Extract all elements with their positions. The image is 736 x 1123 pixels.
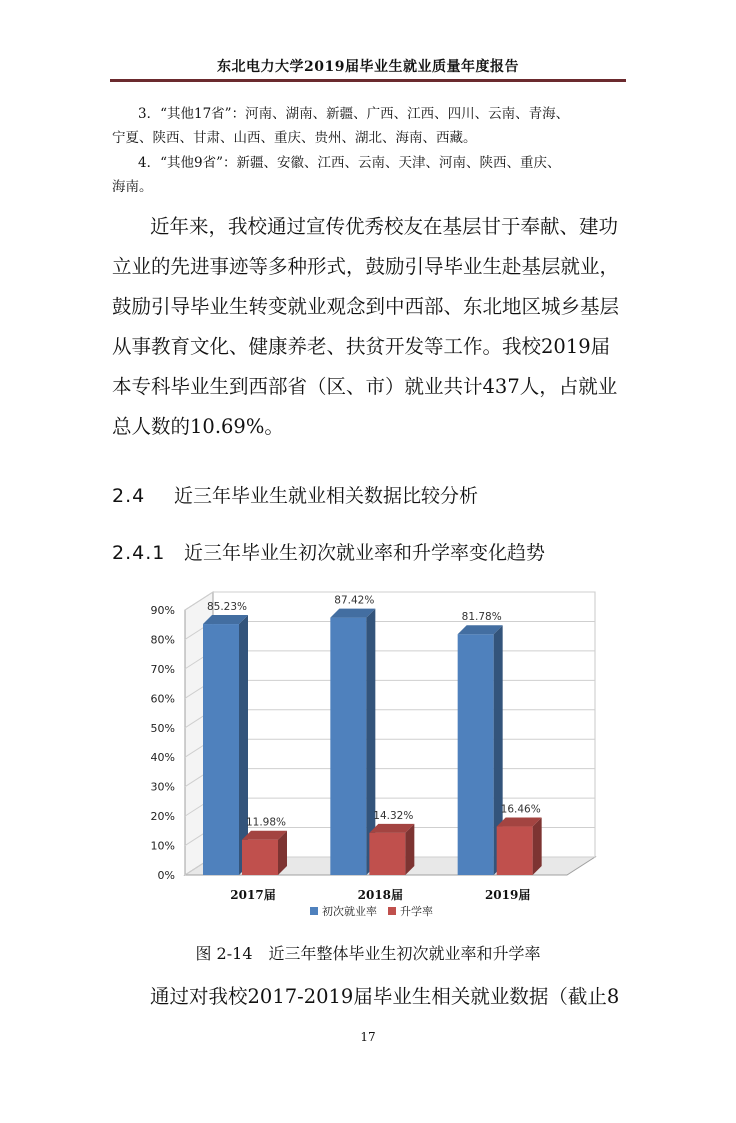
note-4-line-1: 4．“其他9省”：新疆、安徽、江西、云南、天津、河南、陕西、重庆、	[138, 155, 561, 171]
paragraph-line: 鼓励引导毕业生转变就业观念到中西部、东北地区城乡基层	[112, 295, 620, 318]
paragraph-line: 本专科毕业生到西部省（区、市）就业共计437人，占就业	[112, 375, 618, 398]
data-label: 81.78%	[461, 611, 502, 624]
section-title: 近三年毕业生就业相关数据比较分析	[174, 485, 479, 507]
data-label: 85.23%	[206, 601, 248, 614]
section-title: 近三年毕业生初次就业率和升学率变化趋势	[184, 542, 546, 564]
y-tick-label: 70%	[150, 662, 175, 676]
legend-swatch	[388, 907, 396, 915]
y-tick-label: 30%	[150, 780, 175, 794]
y-tick-label: 60%	[150, 692, 175, 706]
section-heading-2-4	[112, 481, 478, 508]
paragraph-line: 近年来，我校通过宣传优秀校友在基层甘于奉献、建功	[150, 215, 619, 238]
y-tick-label: 50%	[150, 721, 175, 735]
note-3-line-1: 3．“其他17省”：河南、湖南、新疆、广西、江西、四川、云南、青海、	[138, 106, 570, 122]
data-label: 16.46%	[500, 803, 541, 816]
data-label: 87.42%	[334, 594, 375, 607]
note-4-line-2: 海南。	[112, 179, 153, 195]
section-heading-2-4-1	[112, 538, 545, 565]
legend-label: 初次就业率	[322, 905, 377, 918]
paragraph-line: 从事教育文化、健康养老、扶贫开发等工作。我校2019届	[112, 335, 611, 358]
header-rule	[110, 79, 626, 82]
data-label: 14.32%	[373, 809, 414, 822]
bar-front	[497, 827, 533, 875]
y-tick-label: 10%	[150, 839, 175, 853]
y-tick-label: 90%	[150, 604, 175, 617]
bar-front	[203, 624, 239, 875]
x-tick-label: 2017届	[230, 888, 276, 902]
x-tick-label: 2019届	[484, 888, 531, 902]
y-tick-label: 20%	[150, 810, 175, 824]
bar-front	[330, 618, 366, 875]
y-tick-label: 80%	[150, 633, 175, 647]
note-3-line-2: 宁夏、陕西、甘肃、山西、重庆、贵州、湖北、海南、西藏。	[112, 130, 477, 146]
report-header-title: 东北电力大学2019届毕业生就业质量年度报告	[217, 59, 519, 75]
section-number: 2.4	[112, 485, 146, 507]
bar-side	[533, 818, 542, 875]
bar-front	[242, 840, 278, 875]
bar-side	[405, 824, 414, 875]
closing-line: 通过对我校2017-2019届毕业生相关就业数据（截止8	[150, 985, 620, 1008]
legend-label: 升学率	[400, 905, 433, 918]
bar-front	[458, 634, 494, 875]
paragraph-line: 总人数的10.69%。	[112, 415, 284, 438]
employment-rate-chart	[110, 585, 620, 935]
bar-front	[369, 833, 405, 875]
data-label: 11.98%	[245, 816, 287, 829]
y-tick-label: 0%	[157, 869, 175, 882]
paragraph-line: 立业的先进事迹等多种形式，鼓励引导毕业生赴基层就业，	[112, 255, 620, 278]
section-number: 2.4.1	[112, 542, 166, 564]
x-tick-label: 2018届	[357, 888, 404, 902]
y-tick-label: 40%	[150, 751, 175, 765]
page-number: 17	[360, 1030, 376, 1044]
figure-caption: 图 2-14 近三年整体毕业生初次就业率和升学率	[195, 944, 541, 963]
legend-swatch	[310, 907, 318, 915]
